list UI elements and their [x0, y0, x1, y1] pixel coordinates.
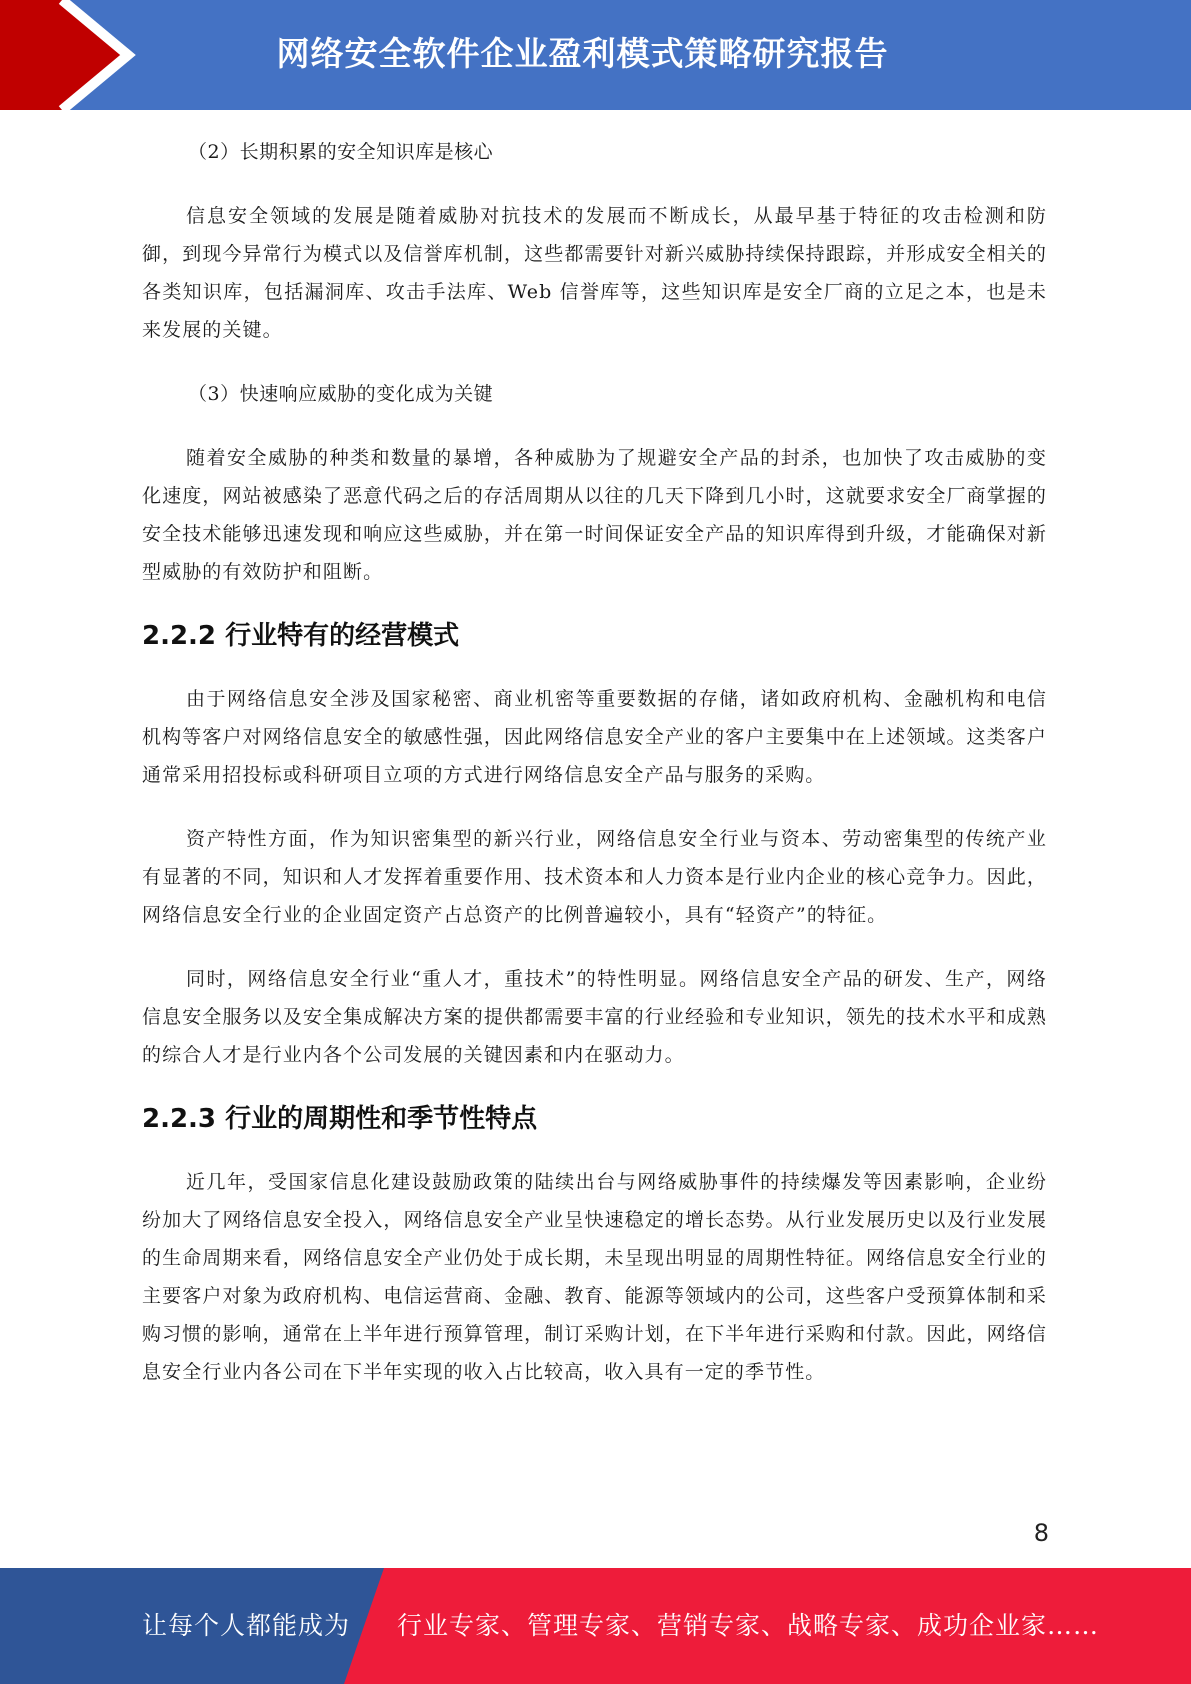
section-heading-business-model: 2.2.2 行业特有的经营模式: [142, 621, 460, 651]
paragraph-talent-technology: 同时，网络信息安全行业“重人才，重技术”的特性明显。网络信息安全产品的研发、生产，网络信息安全服务以及安全集成解决方案的提供都需要丰富的行业经验和专业知识，领先的技术水平和成熟的综合人才是行业内各个公司发展的关键因素和内在驱动力。: [142, 968, 1047, 1066]
paragraph-asset-characteristics: 资产特性方面，作为知识密集型的新兴行业，网络信息安全行业与资本、劳动密集型的传统产业有显著的不同，知识和人才发挥着重要作用、技术资本和人力资本是行业内企业的核心竞争力。因此，网络信息安全行业的企业固定资产占总资产的比例普遍较小，具有“轻资产”的特征。: [142, 828, 1047, 926]
paragraph-rapid-response: 随着安全威胁的种类和数量的暴增，各种威胁为了规避安全产品的封杀，也加快了攻击威胁的变化速度，网站被感染了恶意代码之后的存活周期从以往的几天下降到几小时，这就要求安全厂商掌握的安全技术能够迅速发现和响应这些威胁，并在第一时间保证安全产品的知识库得到升级，才能确保对新型威胁的有效防护和阻断。: [142, 447, 1047, 583]
page-footer: [0, 1568, 1191, 1684]
sub-heading-knowledge-base: （2）长期积累的安全知识库是核心: [188, 141, 494, 163]
document-body: [142, 133, 1047, 1391]
paragraph-knowledge-base: 信息安全领域的发展是随着威胁对抗技术的发展而不断成长，从最早基于特征的攻击检测和防御，到现今异常行为模式以及信誉库机制，这些都需要针对新兴威胁持续保持跟踪，并形成安全相关的各类知识库，包括漏洞库、攻击手法库、Web 信誉库等，这些知识库是安全厂商的立足之本，也是未来发展的关键。: [142, 205, 1047, 341]
header-arrow-decoration: [0, 0, 150, 110]
footer-slogan-left: 让每个人都能成为: [142, 1611, 351, 1640]
page-header: [0, 0, 1191, 110]
section-heading-cyclicality: 2.2.3 行业的周期性和季节性特点: [142, 1104, 538, 1134]
paragraph-seasonality: 近几年，受国家信息化建设鼓励政策的陆续出台与网络威胁事件的持续爆发等因素影响，企业纷纷加大了网络信息安全投入，网络信息安全产业呈快速稳定的增长态势。从行业发展历史以及行业发展的生命周期来看，网络信息安全产业仍处于成长期，未呈现出明显的周期性特征。网络信息安全行业的主要客户对象为政府机构、电信运营商、金融、教育、能源等领域内的公司，这些客户受预算体制和采购习惯的影响，通常在上半年进行预算管理，制订采购计划，在下半年进行采购和付款。因此，网络信息安全行业内各公司在下半年实现的收入占比较高，收入具有一定的季节性。: [142, 1171, 1047, 1383]
paragraph-customers: 由于网络信息安全涉及国家秘密、商业机密等重要数据的存储，诸如政府机构、金融机构和电信机构等客户对网络信息安全的敏感性强，因此网络信息安全产业的客户主要集中在上述领域。这类客户通常采用招投标或科研项目立项的方式进行网络信息安全产品与服务的采购。: [142, 688, 1047, 786]
document-title: 网络安全软件企业盈利模式策略研究报告: [276, 34, 889, 73]
sub-heading-rapid-response: （3）快速响应威胁的变化成为关键: [188, 383, 494, 405]
footer-slogan-right: 行业专家、管理专家、营销专家、战略专家、成功企业家……: [397, 1611, 1100, 1640]
page-number: 8: [1033, 1519, 1049, 1547]
